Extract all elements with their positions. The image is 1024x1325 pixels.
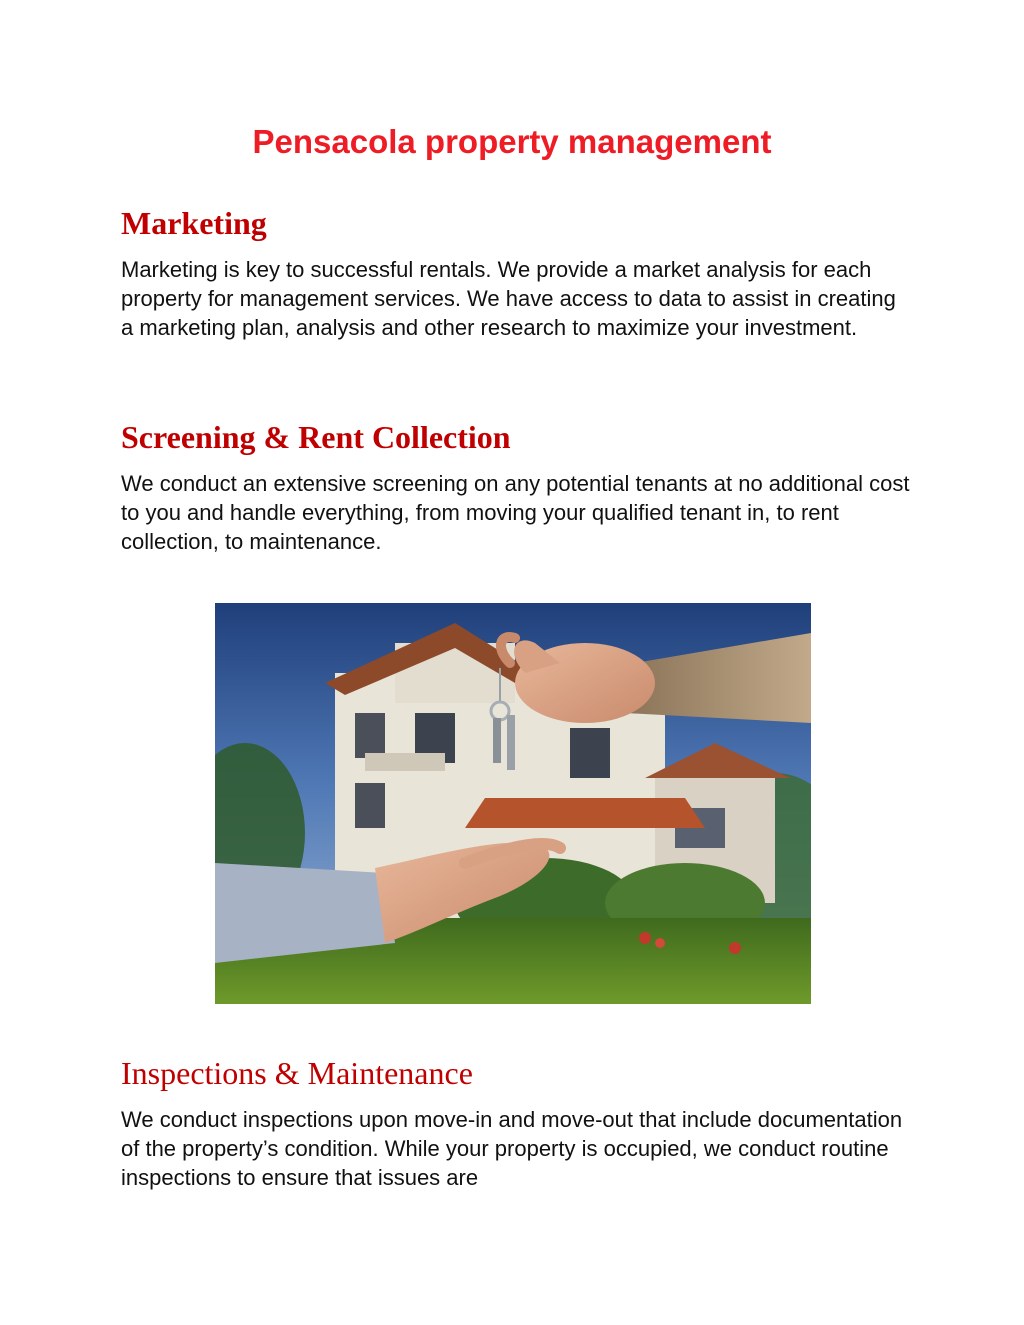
section-body-screening: We conduct an extensive screening on any potential tenants at no additional cost to you and handle everything, from moving your qualified tenant in, to rent collection, to maintenance. bbox=[121, 471, 910, 554]
photo-illustration bbox=[215, 603, 811, 1004]
section-body-marketing: Marketing is key to successful rentals. We provide a market analysis for each property for management services. We have access to data to assist in creating a marketing plan, analysis and other research to maximize your investment. bbox=[121, 257, 896, 340]
section-heading-screening: Screening & Rent Collection bbox=[121, 419, 511, 455]
section-body-inspections: We conduct inspections upon move-in and move-out that include documentation of the property’s condition. While your property is occupied, we conduct routine inspections to ensure that issues are bbox=[121, 1107, 903, 1190]
section-heading-inspections: Inspections & Maintenance bbox=[121, 1055, 473, 1091]
page-title: Pensacola property management bbox=[252, 123, 772, 160]
section-heading-marketing: Marketing bbox=[121, 205, 267, 241]
house-keys-handover-photo bbox=[215, 603, 811, 1004]
